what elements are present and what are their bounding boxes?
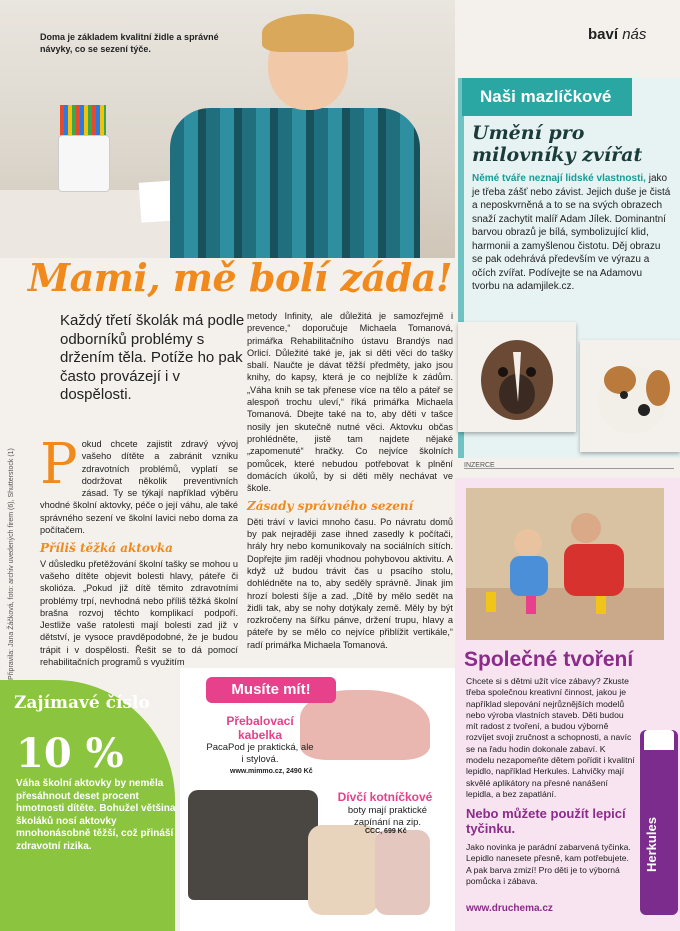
advert-url[interactable]: www.druchema.cz <box>466 903 553 914</box>
advert-text: Chcete si s dětmi užít více zábavy? Zkuste třeba společnou kreativní činnost, jakou je například slepování nejrůznějších modelů nebo výroba vlastních staveb. Děti budou mít radost z tvoření, a budou výborně rozvíjet svoji zručnost a schopnosti, a navíc se na řadu hodin dokonale zabaví. K modelu nezapomeňte dětem pořídit i kvalitní lepidlo, například Herkules. Lahvičky mají skvělé aplikátory na přesné nanášení lepidla, a bez zapatlání. <box>466 676 635 799</box>
badge-sub: nás <box>622 26 647 43</box>
item-title: Přebalovací kabelka <box>226 714 294 742</box>
divider <box>464 468 674 469</box>
pets-lead: Němé tváře neznají lidské vlastnosti, <box>472 173 646 184</box>
article-lead: Každý třetí školák má podle odborníků problémy s držením těla. Potíže ho pak často provázejí i v dospělosti. <box>60 312 245 403</box>
subheading: Zásady správného sezení <box>247 499 414 514</box>
glue-stick-cap <box>644 730 674 750</box>
pencil-cup <box>58 135 110 192</box>
section-badge <box>588 26 646 43</box>
dog-painting-2 <box>580 340 680 452</box>
boy-hair <box>262 14 354 52</box>
paragraph: Děti tráví v lavici mnoho času. Po návratu domů by pak nejraději zase ihned zasedly k počítači, hrály hry nebo komunikovaly na sociálních sítích. Dopřejte jim raději vhodnou pohybovou aktivitu. A když už budou trávit čas u psacího stolu, dohlédněte na to, aby seděly správně. Jinak jim hrozí bolesti šíje a zad. „Dítě by mělo sedět na židli tak, aby se nohy dotýkaly země. Měly by být rozkročeny na šířku pánve, držení trupu, hlavy a páteře by se mělo co nejvíce přiblížit vertikále,“ radí primářka Michaela Tomanová. <box>247 516 453 650</box>
item-description: boty mají praktické zapínání na zip. <box>347 805 428 828</box>
pouch-image-2 <box>375 830 430 915</box>
family-crafting-photo <box>466 488 664 640</box>
paragraph: okud chcete zajistit zdravý vývoj vašeho dítěte a zabránit vzniku zdravotních problémů, vyplatí se dodržovat několik preventivních zásad. Ty se týkají například výběru vhodné školní aktovky, péče o její váhu, ale také správného sezení ve školní lavici nebo doma za počítačem. <box>40 439 238 536</box>
item-title: Dívčí kotníčkové <box>337 790 433 804</box>
pets-body <box>472 172 672 294</box>
article-headline: Mami, mě bolí záda! <box>28 255 452 300</box>
hero-caption: Doma je základem kvalitní židle a správné návyky, co se sezení týče. <box>40 32 219 54</box>
badge-main: baví <box>588 26 619 43</box>
fact-title: Zajímavé číslo <box>14 693 150 713</box>
advert-title: Společné tvoření <box>464 648 634 671</box>
article-column-1 <box>40 432 238 668</box>
must-have-badge: Musíte mít! <box>206 677 336 703</box>
item-description: PacaPod je praktická, ale i stylová. <box>206 742 314 765</box>
paragraph: metody Infinity, ale důležitá je samozřejmě i prevence,“ doporučuje Michaela Tomanová, primářka Rehabilitačního ústavu Brandýs nad Orlicí. Důležité také je, jak si děti věci do tašky sbalí. Naučte je dávat těžší předměty, jako jsou knihy, do kapsy, která je co nejblíže k zádům. „Váha knih se tak přenese více na tělo a páteř se alespoň trochu uleví,“ říká primářka Michaela Tomanová. Dbejte také na to, aby děti v tašce nosily jen skutečně nutné věci. Aktovku občas prohlédněte, jistě tam najdete nějaké „zapomenuté“ hračky. Co nejvíce školních pomůcek, které nebudou potřebovat k plnění domácích úkolů, by si děti měly nechávat ve škole. <box>247 311 453 494</box>
advert-subtitle: Nebo můžete použít lepicí tyčinku. <box>466 806 626 836</box>
advert-text-2: Jako novinka je parádní zabarvená tyčinka. Lepidlo nanesete přesně, kam potřebujete. A pak barva zmizí! Pro děti je to výborná pomůcka i zábava. <box>466 842 631 886</box>
handbag-image <box>188 790 318 900</box>
pets-text: jako je třeba zášť nebo závist. Jejich duše je čistá a neposkvrněná a to se na svých obrazech snaží zachytit malíř Adam Jílek. Dominantní barvou obrazů je bílá, symbolizující klid, harmonii a zamyšlenou čistotu. Děj obrazu se pak odehrává především ve výrazu a očích zvířat. Podívejte se na Adamovu tvorbu na adamjilek.cz. <box>472 173 671 292</box>
item-price: www.mimmo.cz, 2490 Kč <box>230 768 313 775</box>
pets-title: Umění pro milovníky zvířat <box>472 122 643 166</box>
photo-credit: Připravila: Jana Žáčková, foto: archiv uvedených firem (6), Shutterstock (1) <box>8 448 15 680</box>
terrier-dog-image <box>580 340 680 452</box>
crafting-scene-image <box>466 488 664 640</box>
fact-text: Váha školní aktovky by neměla přesáhnout deset procent hmotnosti dítěte. Bohužel většina školáků nosí aktovky mnohonásobně těžší, což přináší zdravotní rizika. <box>16 778 176 852</box>
boxer-dog-image <box>458 322 576 432</box>
pets-header: Naši mazlíčkové <box>462 78 632 116</box>
paragraph: V důsledku přetěžování školní tašky se mohou u vašeho dítěte objevit bolesti hlavy, páteře či skolióza. „Pokud již dítě těmito zdravotními problémy trpí, nevhodná nebo příliš těžká školní brašna rozvoj těchto komplikací podpoří. Jestliže vaše ratolesti mají bolesti zad již v dětství, je vysoce pravděpodobné, že je budou trápit i v dospělosti. Řešit se to dá pomocí rehabilitačních programů s využitím <box>40 558 238 668</box>
dog-painting-1 <box>458 322 576 432</box>
pencils-illustration <box>60 105 106 137</box>
advert-label: INZERCE <box>464 462 495 469</box>
item-price: CCC, 699 Kč <box>365 828 407 835</box>
pouch-image <box>308 825 378 915</box>
drop-cap: P <box>40 432 78 497</box>
boy-shirt <box>170 108 420 258</box>
glue-brand-label: Herkules <box>644 817 659 873</box>
subheading: Příliš těžká aktovka <box>40 541 173 556</box>
fact-number: 10 % <box>16 730 124 777</box>
article-column-2 <box>247 310 453 651</box>
